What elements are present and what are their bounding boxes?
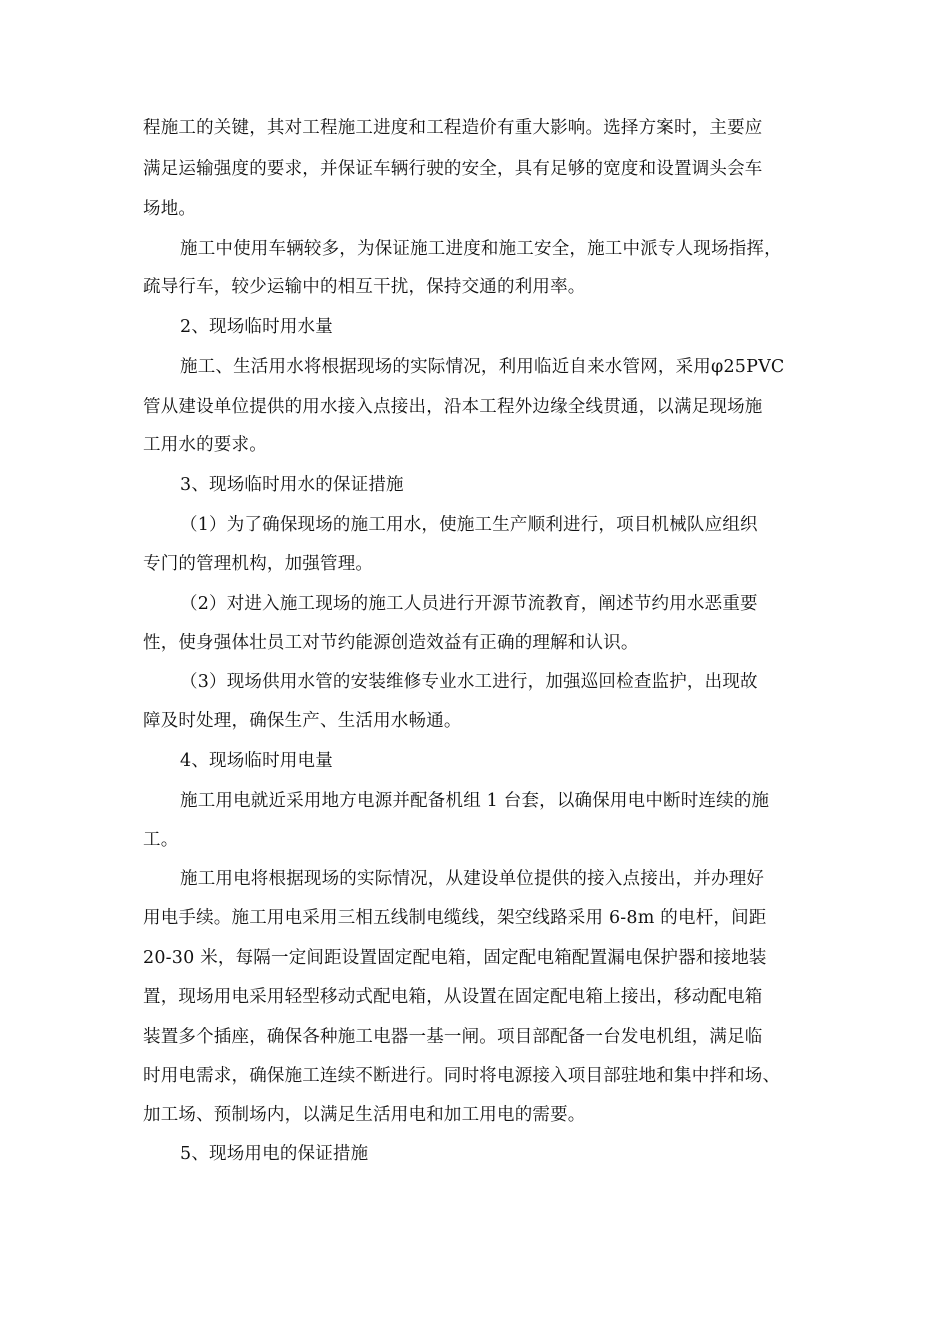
text-line-24: 装置多个插座，确保各种施工电器一基一闸。项目部配备一台发电机组，满足临 [143, 1027, 763, 1047]
text-line-2: 满足运输强度的要求，并保证车辆行驶的安全，具有足够的宽度和设置调头会车 [143, 159, 763, 179]
text-line-18: 施工用电就近采用地方电源并配备机组 1 台套，以确保用电中断时连续的施 [180, 791, 770, 811]
text-line-13: （2）对进入施工现场的施工人员进行开源节流教育，阐述节约用水恶重要 [180, 594, 758, 614]
section-heading-2: 2、现场临时用水量 [180, 317, 333, 337]
text-line-4: 施工中使用车辆较多，为保证施工进度和施工安全，施工中派专人现场指挥， [180, 239, 782, 259]
text-line-5: 疏导行车，较少运输中的相互干扰，保持交通的利用率。 [143, 277, 586, 297]
text-line-20: 施工用电将根据现场的实际情况，从建设单位提供的接入点接出，并办理好 [180, 869, 765, 889]
text-line-3: 场地。 [143, 199, 197, 219]
text-line-16: 障及时处理，确保生产、生活用水畅通。 [143, 711, 462, 731]
text-line-19: 工。 [143, 830, 179, 850]
section-heading-4: 4、现场临时用电量 [180, 751, 333, 771]
text-line-7: 施工、生活用水将根据现场的实际情况，利用临近自来水管网，采用φ25PVC [180, 357, 785, 377]
text-line-9: 工用水的要求。 [143, 435, 267, 455]
text-line-23: 置，现场用电采用轻型移动式配电箱，从设置在固定配电箱上接出，移动配电箱 [143, 987, 763, 1007]
text-line-26: 加工场、预制场内，以满足生活用电和加工用电的需要。 [143, 1105, 586, 1125]
text-line-8: 管从建设单位提供的用水接入点接出，沿本工程外边缘全线贯通，以满足现场施 [143, 397, 763, 417]
text-line-1: 程施工的关键，其对工程施工进度和工程造价有重大影响。选择方案时，主要应 [143, 118, 763, 138]
text-line-22: 20-30 米，每隔一定间距设置固定配电箱，固定配电箱配置漏电保护器和接地装 [143, 948, 767, 968]
section-heading-3: 3、现场临时用水的保证措施 [180, 475, 404, 495]
section-heading-5: 5、现场用电的保证措施 [180, 1144, 369, 1164]
text-line-14: 性，使身强体壮员工对节约能源创造效益有正确的理解和认识。 [143, 633, 639, 653]
text-line-21: 用电手续。施工用电采用三相五线制电缆线，架空线路采用 6-8m 的电杆，间距 [143, 908, 767, 928]
text-line-11: （1）为了确保现场的施工用水，使施工生产顺利进行，项目机械队应组织 [180, 515, 758, 535]
text-line-25: 时用电需求，确保施工连续不断进行。同时将电源接入项目部驻地和集中拌和场、 [143, 1066, 781, 1086]
text-line-15: （3）现场供用水管的安装维修专业水工进行，加强巡回检查监护，出现故 [180, 672, 758, 692]
text-line-12: 专门的管理机构，加强管理。 [143, 554, 374, 574]
